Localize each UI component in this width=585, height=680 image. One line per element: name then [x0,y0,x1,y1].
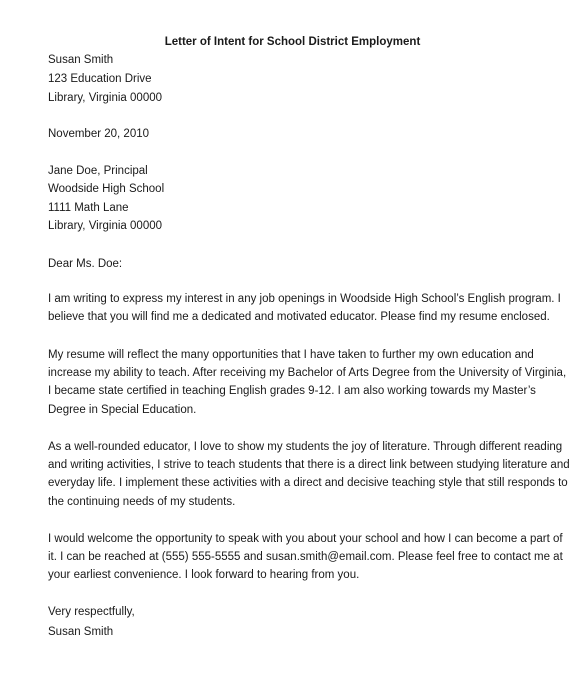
paragraph-line: I would welcome the opportunity to speak with you about your school and how I can become a part of [48,533,563,545]
paragraph-line: I became state certified in teaching English grades 9-12. I am also working towards my Master’s [48,385,536,398]
recipient-name: Jane Doe, Principal [48,165,148,177]
paragraph-line: As a well-rounded educator, I love to show my students the joy of literature. Through different reading [48,441,563,453]
recipient-street: 1111 Math Lane [48,202,129,214]
paragraph-line: it. I can be reached at (555) 555-5555 and susan.smith@email.com. Please feel free to contact me at [48,551,563,564]
paragraph-line: believe that you will find me a dedicated and motivated educator. Please find my resume enclosed. [48,311,550,324]
paragraph-line: I am writing to express my interest in any job openings in Woodside High School’s English program. I [48,293,561,305]
recipient-school: Woodside High School [48,183,165,195]
sender-city: Library, Virginia 00000 [48,92,163,104]
body-paragraph-2 [48,346,567,419]
paragraph-line: increase my ability to teach. After receiving my Bachelor of Arts Degree from the University of Virginia, [48,367,567,380]
paragraph-line: the continuing needs of my students. [48,495,236,508]
recipient-city: Library, Virginia 00000 [48,220,163,232]
paragraph-line: and writing activities, I strive to teach students that there is a direct link between studying literature and [48,459,570,472]
sender-street: 123 Education Drive [48,73,152,85]
body-paragraph-1 [48,290,561,326]
salutation: Dear Ms. Doe: [48,258,123,270]
sender-name: Susan Smith [48,54,114,66]
paragraph-line: everyday life. I implement these activities with a direct and decisive teaching style that still responds to [48,477,568,490]
paragraph-line: your earliest convenience. I look forward to hearing from you. [48,569,360,582]
signature-name: Susan Smith [48,626,114,638]
paragraph-line: My resume will reflect the many opportunities that I have taken to further my own education and [48,349,534,361]
paragraph-line: Degree in Special Education. [48,403,197,416]
closing: Very respectfully, [48,606,135,618]
body-paragraph-3 [48,438,570,511]
body-paragraph-4 [48,530,563,585]
letter-title: Letter of Intent for School District Employment [164,36,421,48]
letter-date: November 20, 2010 [48,128,150,140]
